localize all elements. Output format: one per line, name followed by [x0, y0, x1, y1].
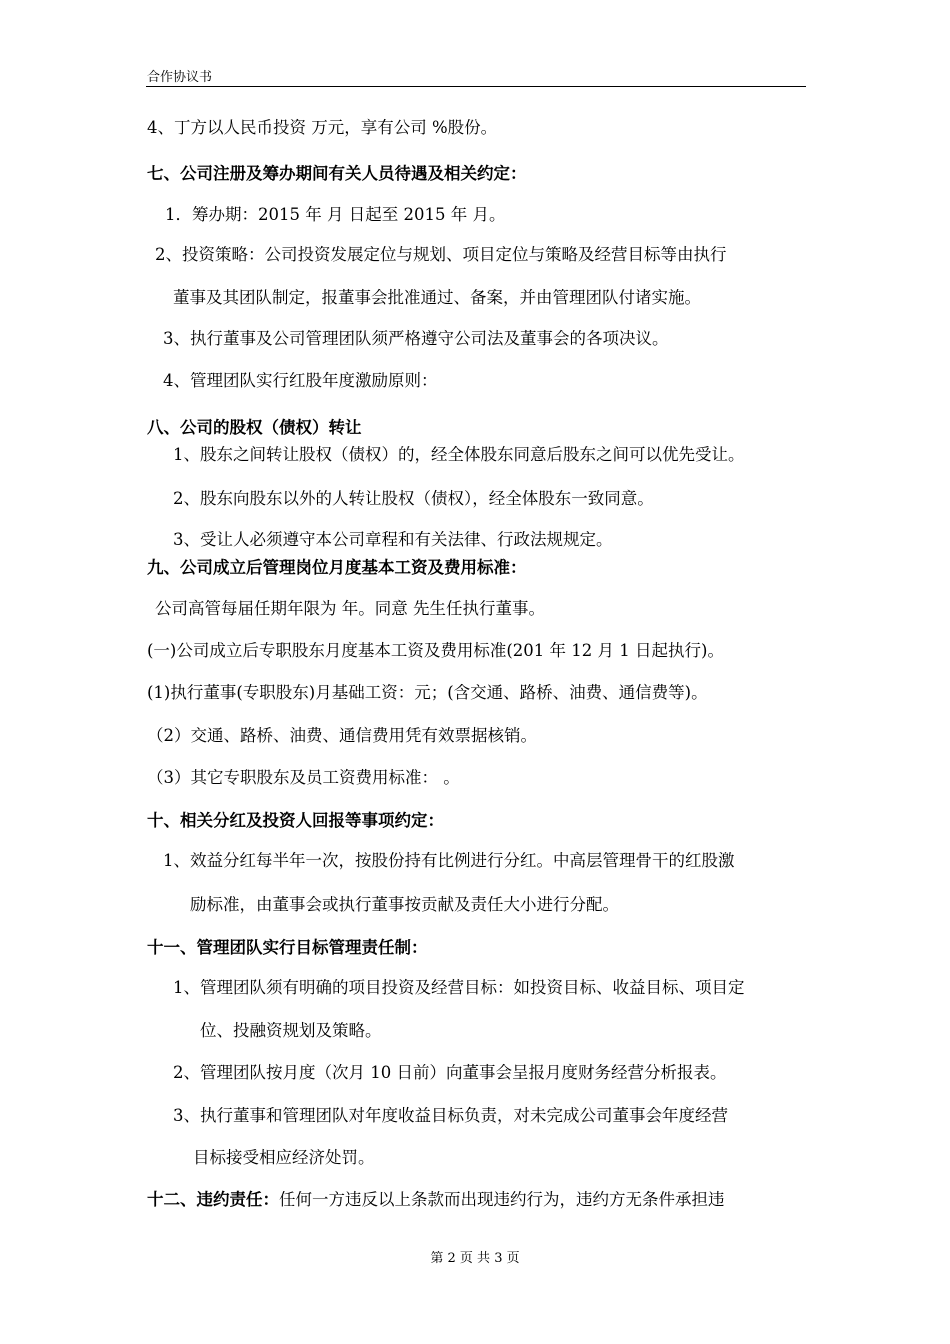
section-7-item-2-line-2: 董事及其团队制定，报董事会批准通过、备案，并由管理团队付诸实施。 — [173, 288, 701, 307]
section-8-item-2: 2、股东向股东以外的人转让股权（债权），经全体股东一致同意。 — [173, 489, 654, 508]
section-7-item-3: 3、执行董事及公司管理团队须严格遵守公司法及董事会的各项决议。 — [163, 329, 669, 348]
section-12-paragraph — [147, 1190, 725, 1210]
section-11-item-3-line-1: 3、执行董事和管理团队对年度收益目标负责，对未完成公司董事会年度经营 — [173, 1106, 728, 1125]
section-7-heading: 七、公司注册及筹办期间有关人员待遇及相关约定： — [147, 164, 527, 183]
section-10-item-1-line-2: 励标准，由董事会或执行董事按贡献及责任大小进行分配。 — [190, 895, 619, 914]
section-10-item-1-line-1: 1、效益分红每半年一次，按股份持有比例进行分红。中高层管理骨干的红股激 — [163, 851, 735, 870]
header-divider — [146, 86, 806, 87]
section-9-sub-1-item-1: (1)执行董事(专职股东)月基础工资：元；(含交通、路桥、油费、通信费等)。 — [147, 683, 708, 702]
section-7-item-1: 1．筹办期：2015 年 月 日起至 2015 年 月。 — [165, 205, 506, 224]
section-12-text: 任何一方违反以上条款而出现违约行为，违约方无条件承担违 — [279, 1190, 725, 1209]
section-11-item-2: 2、管理团队按月度（次月 10 日前）向董事会呈报月度财务经营分析报表。 — [173, 1063, 727, 1082]
section-9-sub-1-item-3: （3）其它专职股东及员工资费用标准： 。 — [147, 768, 460, 787]
section-8-item-3: 3、受让人必须遵守本公司章程和有关法律、行政法规规定。 — [173, 530, 613, 549]
section-11-item-1-line-2: 位、投融资规划及策略。 — [200, 1021, 382, 1040]
section-11-item-1-line-1: 1、管理团队须有明确的项目投资及经营目标：如投资目标、收益目标、项目定 — [173, 978, 745, 997]
section-9-sub-1-item-2: （2）交通、路桥、油费、通信费用凭有效票据核销。 — [147, 726, 537, 745]
section-9-term: 公司高管每届任期年限为 年。同意 先生任执行董事。 — [155, 599, 545, 618]
section-7-item-4: 4、管理团队实行红股年度激励原则： — [163, 371, 438, 390]
section-9-heading: 九、公司成立后管理岗位月度基本工资及费用标准： — [147, 558, 527, 577]
section-9-sub-1: (一)公司成立后专职股东月度基本工资及费用标准(201 年 12 月 1 日起执行)。 — [147, 641, 724, 660]
section-11-item-3-line-2: 目标接受相应经济处罚。 — [193, 1148, 375, 1167]
section-8-item-1: 1、股东之间转让股权（债权）的，经全体股东同意后股东之间可以优先受让。 — [173, 445, 745, 464]
section-7-item-2-line-1: 2、投资策略：公司投资发展定位与规划、项目定位与策略及经营目标等由执行 — [155, 245, 727, 264]
section-8-heading: 八、公司的股权（债权）转让 — [147, 418, 362, 437]
section-11-heading: 十一、管理团队实行目标管理责任制： — [147, 938, 428, 957]
clause-4-ding: 4、丁方以人民币投资 万元，享有公司 %股份。 — [147, 118, 498, 137]
page-number: 第 2 页 共 3 页 — [430, 1251, 520, 1266]
section-10-heading: 十、相关分红及投资人回报等事项约定： — [147, 811, 444, 830]
page-header-title: 合作协议书 — [147, 70, 213, 85]
section-12-heading: 十二、违约责任： — [147, 1190, 279, 1209]
